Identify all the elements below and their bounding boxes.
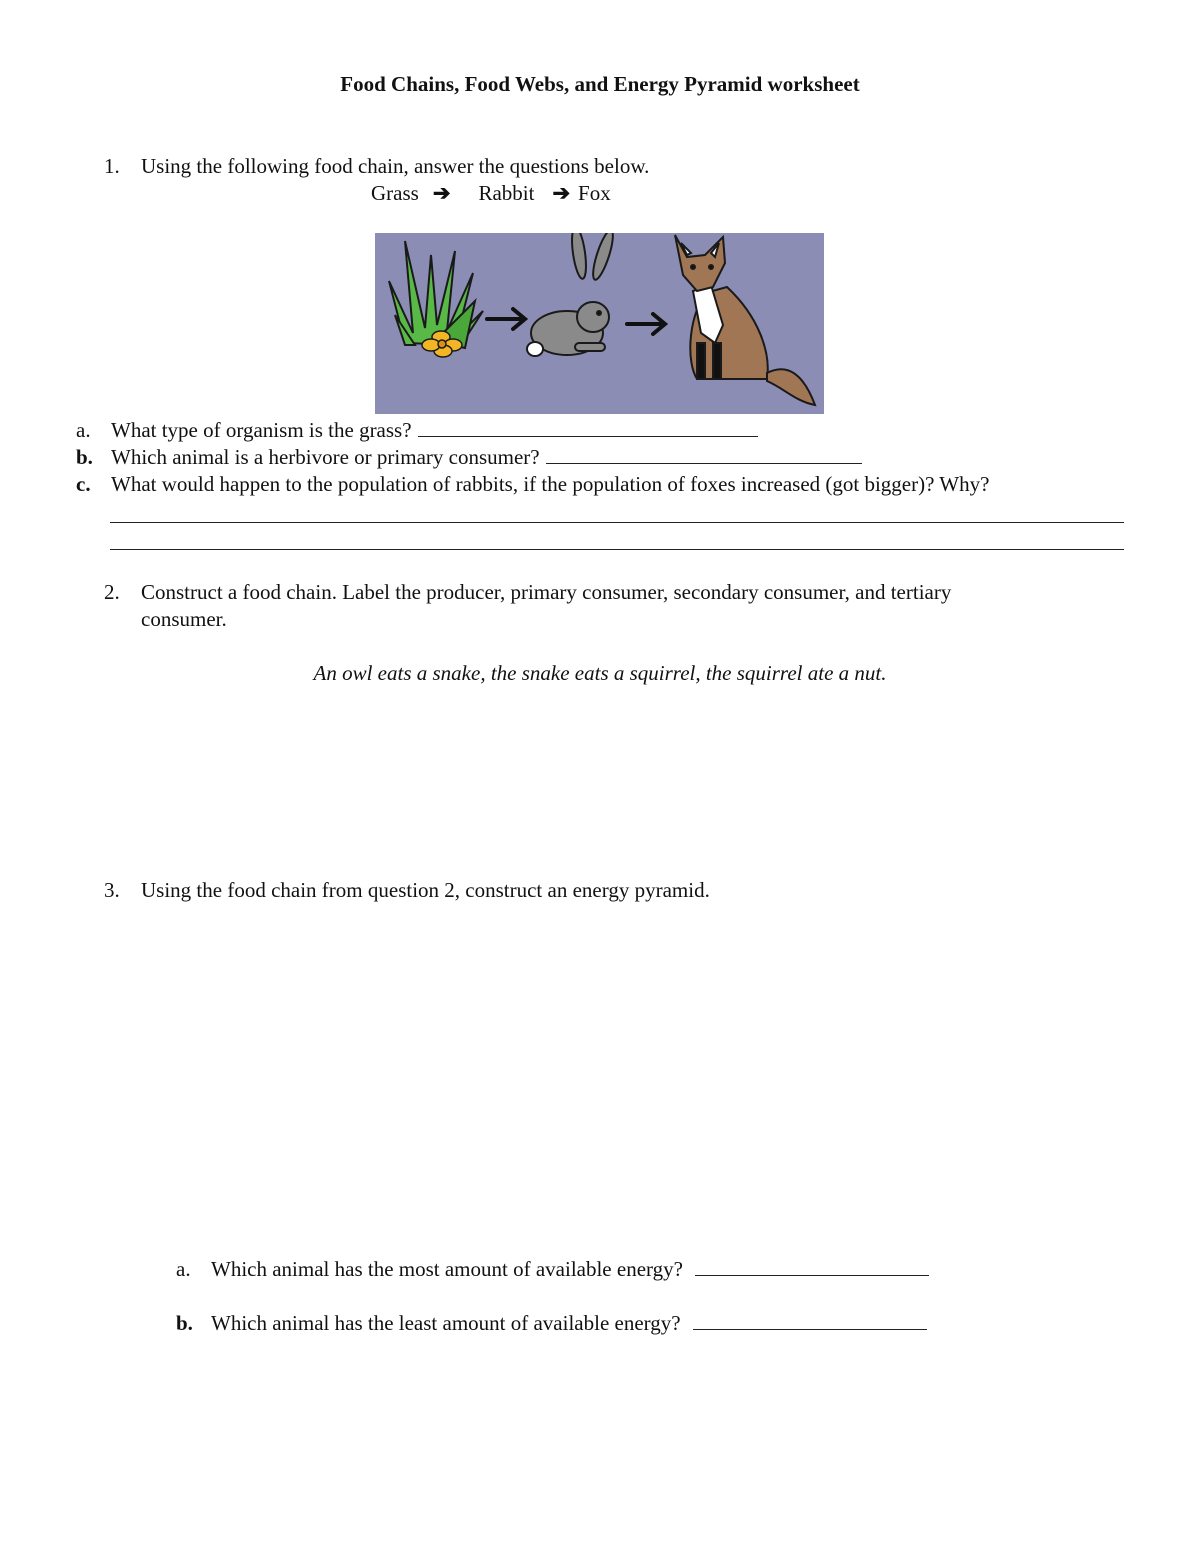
q3b-line [211, 1310, 927, 1337]
q3-number: 3. [104, 878, 120, 902]
q1b-letter: b. [76, 445, 93, 469]
q3b-text: Which animal has the least amount of available energy? [211, 1311, 681, 1335]
q1c-answer-line[interactable] [110, 522, 1124, 523]
q1b-text: Which animal is a herbivore or primary consumer? [111, 445, 540, 469]
q3b-answer-blank[interactable] [693, 1311, 927, 1330]
q1b-answer-blank[interactable] [546, 445, 862, 464]
q1-text: Using the following food chain, answer the questions below. [141, 154, 650, 178]
food-chain-illustration [375, 233, 824, 414]
q1a-answer-blank[interactable] [418, 418, 758, 437]
q1c-text: What would happen to the population of rabbits, if the population of foxes increased (got bigger)? Why? [111, 472, 990, 496]
q1a-text: What type of organism is the grass? [111, 418, 412, 442]
q1b-line [111, 444, 862, 471]
chain-rabbit: Rabbit [478, 181, 535, 205]
q3a-letter: a. [176, 1257, 191, 1281]
q2-text-line2: consumer. [141, 607, 227, 631]
chain-grass: Grass [371, 181, 419, 205]
q1a-line [111, 417, 758, 444]
food-chain-line [371, 180, 611, 207]
arrow-icon: ➔ [552, 181, 571, 205]
arrow-icon: ➔ [432, 181, 451, 205]
q2-prompt: An owl eats a snake, the snake eats a squirrel, the squirrel ate a nut. [313, 661, 887, 685]
q1-number: 1. [104, 154, 120, 178]
page-title: Food Chains, Food Webs, and Energy Pyramid worksheet [340, 72, 860, 96]
q2-text-line1: Construct a food chain. Label the producer, primary consumer, secondary consumer, and tertiary [141, 580, 952, 604]
q1a-letter: a. [76, 418, 91, 442]
q3-text: Using the food chain from question 2, construct an energy pyramid. [141, 878, 710, 902]
q3a-text: Which animal has the most amount of available energy? [211, 1257, 683, 1281]
q3a-line [211, 1256, 929, 1283]
q1c-answer-line[interactable] [110, 549, 1124, 550]
q1c-letter: c. [76, 472, 91, 496]
q3b-letter: b. [176, 1311, 193, 1335]
q2-number: 2. [104, 580, 120, 604]
q3a-answer-blank[interactable] [695, 1257, 929, 1276]
chain-fox: Fox [578, 181, 611, 205]
